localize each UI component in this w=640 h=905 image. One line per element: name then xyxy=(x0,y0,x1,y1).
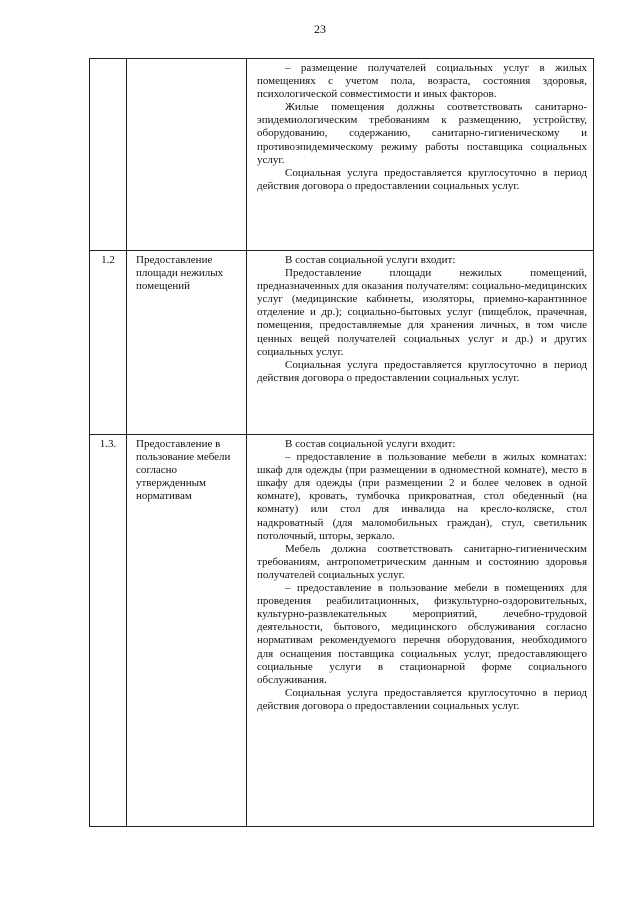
description-paragraph: Социальная услуга предоставляется круглосуточно в период действия договора о предоставлении социальных услуг. xyxy=(257,166,587,192)
table-row xyxy=(90,435,594,827)
description-paragraph: Жилые помещения должны соответствовать санитарно-эпидемиологическим требованиям к размещению, устройству, оборудованию, содержанию, санитарно-гигиеническому и противоэпидемическому режиму работы поставщика социальных услуг. xyxy=(257,101,587,166)
service-description xyxy=(247,435,594,827)
description-paragraph: В состав социальной услуги входит: xyxy=(285,254,456,266)
description-paragraph: Социальная услуга предоставляется круглосуточно в период действия договора о предоставлении социальных услуг. xyxy=(257,686,587,712)
row-number: 1.3. xyxy=(90,435,127,827)
service-name: Предоставление площади нежилых помещений xyxy=(127,251,247,435)
service-name xyxy=(127,59,247,251)
description-paragraph: Социальная услуга предоставляется круглосуточно в период действия договора о предоставлении социальных услуг. xyxy=(257,358,587,384)
service-name: Предоставление в пользование мебели согласно утвержденным нормативам xyxy=(127,435,247,827)
services-table xyxy=(89,58,594,827)
service-description xyxy=(247,59,594,251)
description-paragraph: – предоставление в пользование мебели в жилых комнатах: шкаф для одежды (при размещении в одноместной комнате), место в шкафу для одежды (при размещении 2 и более человек в одной комнате), кровать, тумбочка прикроватная, стол обеденный (на комнату) или стол для инвалида на кресло-коляске, стол надкроватный (для маломобильных граждан), стул, светильник потолочный, шторы, зеркало. xyxy=(257,451,587,542)
table-row xyxy=(90,251,594,435)
table-row xyxy=(90,59,594,251)
description-paragraph: Мебель должна соответствовать санитарно-гигиеническим требованиям, антропометрическим данным и состоянию здоровья получателей социальных услуг. xyxy=(257,542,587,581)
description-paragraph: В состав социальной услуги входит: xyxy=(285,438,456,450)
description-paragraph: Предоставление площади нежилых помещений, предназначенных для оказания получателям: социально-медицинских услуг (медицинские кабинеты, изоляторы, приемно-карантинное отделение и др.); социально-бытовых услуг (пищеблок, прачечная, помещения, предоставляемые для хранения личных, в том числе ценных вещей получателей социальных услуг и др.) и других социальных услуг. xyxy=(257,267,587,358)
description-paragraph: – размещение получателей социальных услуг в жилых помещениях с учетом пола, возраста, состояния здоровья, психологической совместимости и иных факторов. xyxy=(257,62,587,101)
service-description xyxy=(247,251,594,435)
page-number: 23 xyxy=(314,22,326,36)
description-paragraph: – предоставление в пользование мебели в помещениях для проведения реабилитационных, физкультурно-оздоровительных, культурно-развлекательных мероприятий, лечебно-трудовой деятельности, бытового, медицинского обслуживания согласно нормативам рекомендуемого перечня оборудования, необходимого для оснащения поставщика социальных услуг, предоставляющего социальные услуги в стационарной форме социального обслуживания. xyxy=(257,582,587,686)
row-number: 1.2 xyxy=(90,251,127,435)
row-number xyxy=(90,59,127,251)
